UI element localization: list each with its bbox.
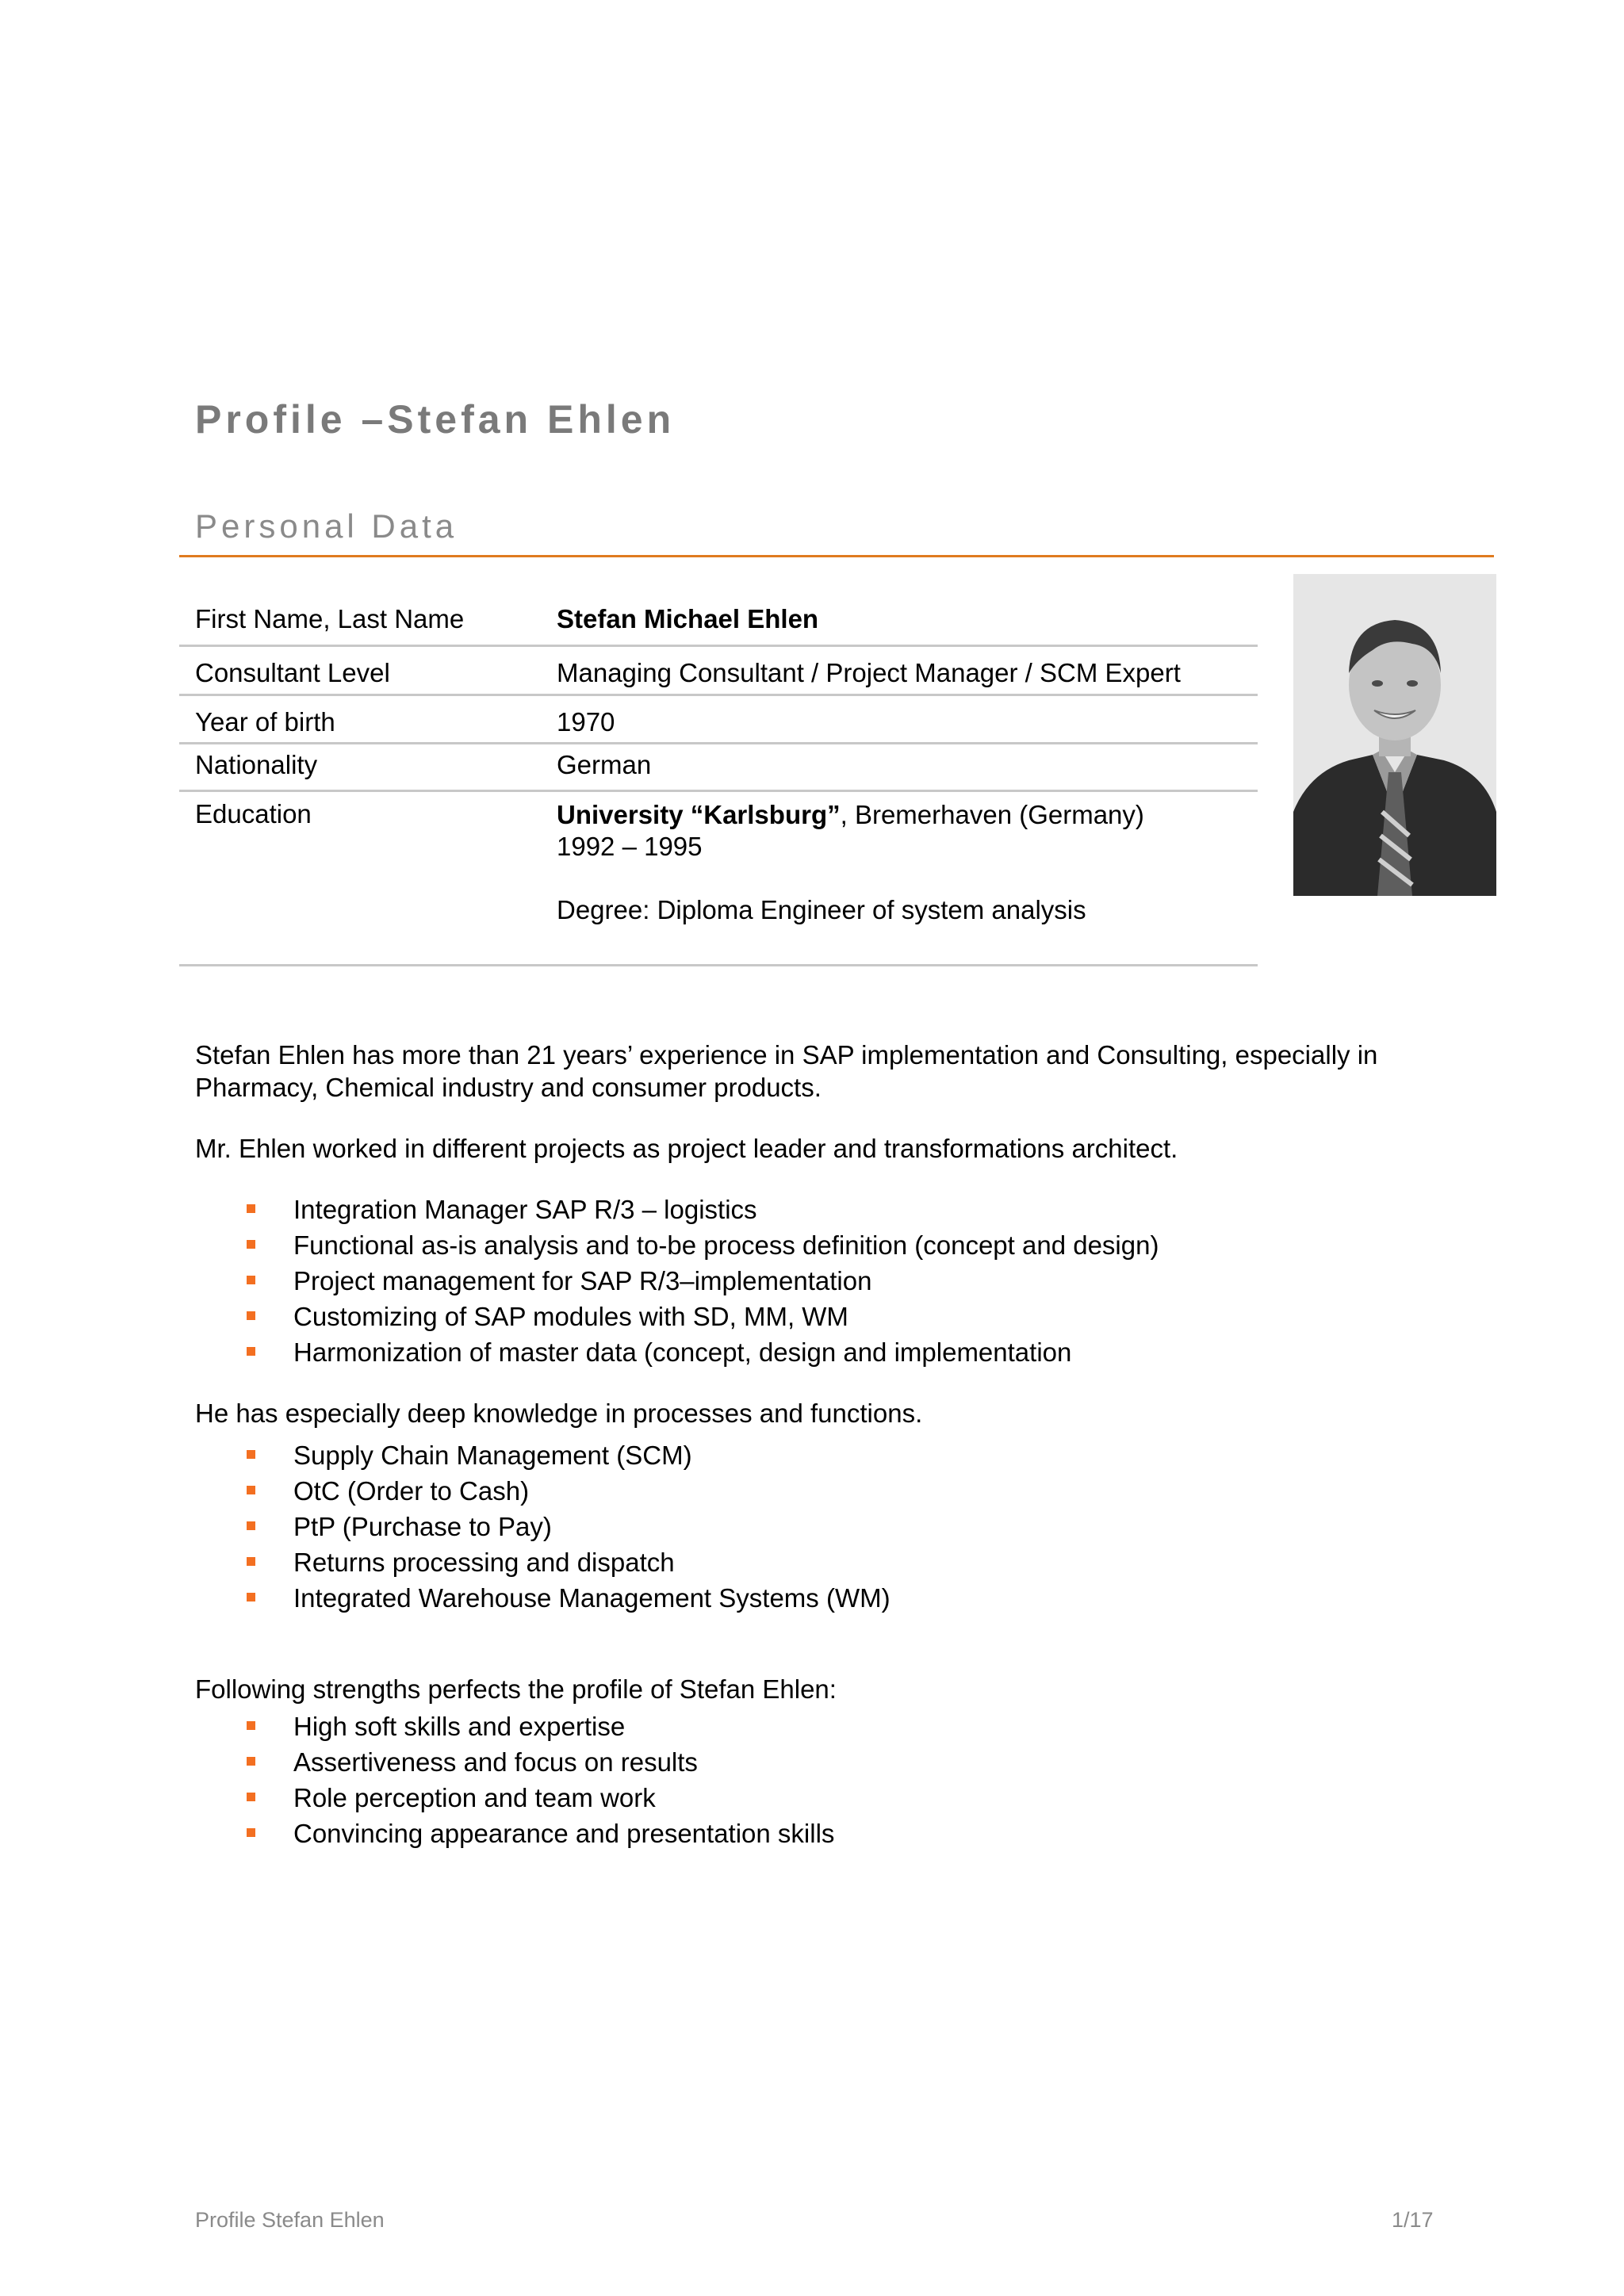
education-degree: Degree: Diploma Engineer of system analysis <box>557 895 1086 924</box>
list-item: OtC (Order to Cash) <box>195 1475 1432 1510</box>
list-item: Functional as-is analysis and to-be process definition (concept and design) <box>195 1229 1432 1265</box>
bullet-square-icon <box>247 1311 255 1320</box>
footer-page-number: 1/17 <box>1392 2208 1434 2232</box>
section-heading-personal-data: Personal Data <box>195 507 458 545</box>
section-divider <box>179 555 1494 557</box>
name-value: Stefan Michael Ehlen <box>557 604 819 633</box>
list-item: Supply Chain Management (SCM) <box>195 1439 1432 1475</box>
table-row-nationality <box>179 744 1258 792</box>
bullet-square-icon <box>247 1276 255 1284</box>
bullet-square-icon <box>247 1721 255 1730</box>
education-value <box>557 792 1258 964</box>
list-item: Role perception and team work <box>195 1781 1432 1817</box>
bullet-square-icon <box>247 1347 255 1356</box>
knowledge-list <box>195 1439 1432 1617</box>
bullet-square-icon <box>247 1521 255 1530</box>
year-of-birth-label: Year of birth <box>195 707 335 737</box>
list-item: Returns processing and dispatch <box>195 1546 1432 1582</box>
nationality-label: Nationality <box>195 750 318 779</box>
page-title: Profile –Stefan Ehlen <box>195 397 676 442</box>
list-item: Integration Manager SAP R/3 – logistics <box>195 1193 1432 1229</box>
year-of-birth-value: 1970 <box>557 707 615 737</box>
bullet-square-icon <box>247 1557 255 1566</box>
list-item: Convincing appearance and presentation skills <box>195 1817 1432 1853</box>
bullet-square-icon <box>247 1593 255 1601</box>
footer-document-title: Profile Stefan Ehlen <box>195 2208 385 2232</box>
nationality-value: German <box>557 750 652 779</box>
personal-data-table <box>179 596 1258 966</box>
bullet-square-icon <box>247 1793 255 1801</box>
intro-paragraph: Stefan Ehlen has more than 21 years’ experience in SAP implementation and Consulting, especially in Pharmacy, Chemical industry and consumer products. <box>195 1040 1378 1102</box>
projects-intro: Mr. Ehlen worked in different projects as project leader and transformations architect. <box>195 1134 1178 1163</box>
table-row-education <box>179 792 1258 966</box>
table-row-name <box>179 596 1258 647</box>
strengths-list <box>195 1710 1432 1853</box>
bullet-square-icon <box>247 1757 255 1766</box>
profile-summary <box>195 1039 1432 1853</box>
bullet-square-icon <box>247 1450 255 1459</box>
education-years: 1992 – 1995 <box>557 832 703 861</box>
education-place: , Bremerhaven (Germany) <box>840 800 1144 829</box>
bullet-square-icon <box>247 1828 255 1837</box>
table-row-year-of-birth <box>179 696 1258 744</box>
education-university: University “Karlsburg” <box>557 800 841 829</box>
strengths-intro: Following strengths perfects the profile of Stefan Ehlen: <box>195 1674 837 1704</box>
consultant-level-label: Consultant Level <box>195 658 390 687</box>
knowledge-intro: He has especially deep knowledge in processes and functions. <box>195 1399 923 1428</box>
list-item: Harmonization of master data (concept, design and implementation <box>195 1336 1432 1372</box>
name-label: First Name, Last Name <box>195 604 465 633</box>
table-row-consultant-level <box>179 647 1258 696</box>
portrait-photo-icon <box>1293 574 1496 896</box>
list-item: Customizing of SAP modules with SD, MM, WM <box>195 1300 1432 1336</box>
education-label: Education <box>195 799 312 828</box>
list-item: Assertiveness and focus on results <box>195 1746 1432 1781</box>
portrait-photo <box>1293 574 1496 896</box>
list-item: PtP (Purchase to Pay) <box>195 1510 1432 1546</box>
list-item: Integrated Warehouse Management Systems (WM) <box>195 1582 1432 1617</box>
list-item: High soft skills and expertise <box>195 1710 1432 1746</box>
bullet-square-icon <box>247 1204 255 1213</box>
consultant-level-value: Managing Consultant / Project Manager / SCM Expert <box>557 658 1181 687</box>
bullet-square-icon <box>247 1240 255 1249</box>
projects-list <box>195 1193 1432 1372</box>
list-item: Project management for SAP R/3–implementation <box>195 1265 1432 1300</box>
bullet-square-icon <box>247 1486 255 1494</box>
